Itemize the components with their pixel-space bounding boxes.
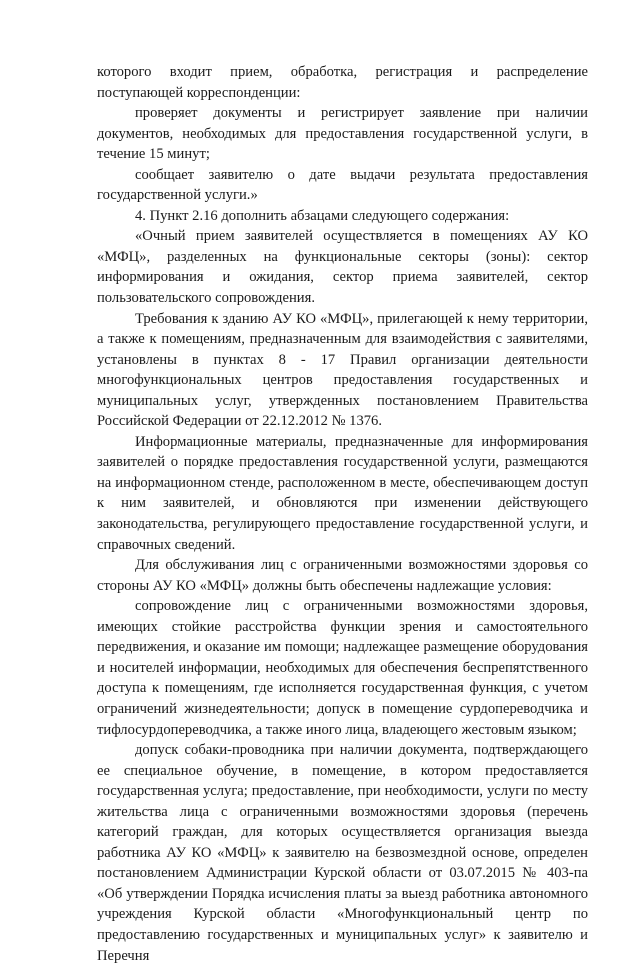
paragraph-building-requirements: Требования к зданию АУ КО «МФЦ», прилегающей к нему территории, а также к помещениям, предназначенным для взаимодействия с заявителями, установлены в пунктах 8 - 17 Правил организации деятельности многофункциональных центров предоставления государственных и муниципальных услуг, утвержденных постановлением Правительства Российской Федерации от 22.12.2012 № 1376. [97, 310, 588, 430]
document-body [97, 62, 588, 966]
paragraph-escort-conditions: сопровождение лиц с ограниченными возможностями здоровья, имеющих стойкие расстройства функции зрения и самостоятельного передвижения, и оказание им помощи; надлежащее размещение оборудования и носителей информации, необходимых для обеспечения беспрепятственного доступа к помещениям, где исполняется государственная функция, с учетом ограничений жизнедеятельности; допуск в помещение сурдопереводчика и тифлосурдопереводчика, а также иного лица, владеющего жестовым языком; [97, 598, 588, 738]
paragraph-in-person-reception: «Очный прием заявителей осуществляется в помещениях АУ КО «МФЦ», разделенных на функциональные секторы (зоны): сектор информирования и ожидания, сектор приема заявителей, сектор пользовательского сопровождения. [97, 228, 588, 307]
paragraph-informs-applicant: сообщает заявителю о дате выдачи результата предоставления государственной услуги.» [97, 166, 588, 204]
paragraph-continuation: которого входит прием, обработка, регистрация и распределение поступающей корреспонденции: [97, 64, 588, 101]
paragraph-information-materials: Информационные материалы, предназначенные для информирования заявителей о порядке предоставления государственной услуги, размещаются на информационном стенде, расположенном в месте, обеспечивающем доступ к ним заявителей, и обновляются при изменении действующего законодательства, регулирующего предоставление государственной услуги, и справочных сведений. [97, 433, 588, 553]
paragraph-disabled-service: Для обслуживания лиц с ограниченными возможностями здоровья со стороны АУ КО «МФЦ» должны быть обеспечены надлежащие условия: [97, 557, 588, 594]
paragraph-checks-documents: проверяет документы и регистрирует заявление при наличии документов, необходимых для предоставления государственной услуги, в течение 15 минут; [97, 105, 588, 163]
paragraph-guide-dog: допуск собаки-проводника при наличии документа, подтверждающего ее специальное обучение, в помещение, в котором предоставляется государственная услуга; предоставление, при необходимости, услуги по месту жительства лица с ограниченными возможностями здоровья (перечень категорий граждан, для которых осуществляется организация выезда работника АУ КО «МФЦ» к заявителю на безвозмездной основе, определен постановлением Администрации Курской области от 03.07.2015 № 403-па «Об утверждении Порядка исчисления платы за выезд работника автономного учреждения Курской области «Многофункциональный центр по предоставлению государственных и муниципальных услуг» к заявителю и Перечня [97, 742, 588, 964]
paragraph-item-4: 4. Пункт 2.16 дополнить абзацами следующего содержания: [135, 207, 510, 224]
